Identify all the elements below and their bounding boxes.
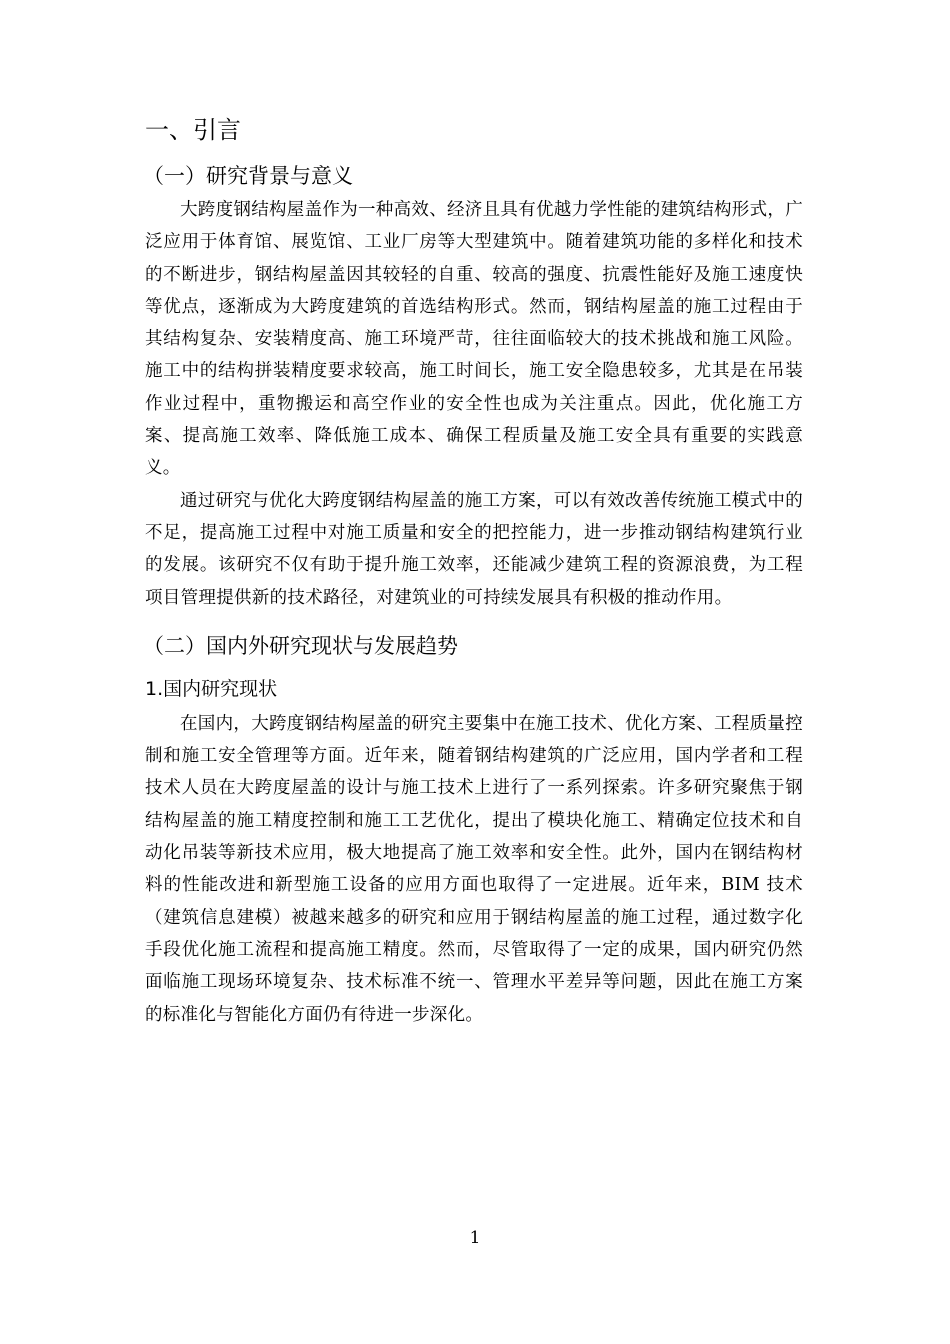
subsection-heading-domestic: 1.国内研究现状 xyxy=(145,677,278,700)
page-number: 1 xyxy=(469,1228,481,1248)
chapter-heading: 一、引言 xyxy=(145,116,241,144)
paragraph-background-1: 大跨度钢结构屋盖作为一种高效、经济且具有优越力学性能的建筑结构形式，广泛应用于体育馆、展览馆、工业厂房等大型建筑中。随着建筑功能的多样化和技术的不断进步，钢结构屋盖因其较轻的自重、较高的强度、抗震性能好及施工速度快等优点，逐渐成为大跨度建筑的首选结构形式。然而，钢结构屋盖的施工过程由于其结构复杂、安装精度高、施工环境严苛，往往面临较大的技术挑战和施工风险。施工中的结构拼装精度要求较高，施工时间长，施工安全隐患较多，尤其是在吊装作业过程中，重物搬运和高空作业的安全性也成为关注重点。因此，优化施工方案、提高施工效率、降低施工成本、确保工程质量及施工安全具有重要的实践意义。 xyxy=(145,200,803,479)
paragraph-domestic-1: 在国内，大跨度钢结构屋盖的研究主要集中在施工技术、优化方案、工程质量控制和施工安全管理等方面。近年来，随着钢结构建筑的广泛应用，国内学者和工程技术人员在大跨度屋盖的设计与施工技术上进行了一系列探索。许多研究聚焦于钢结构屋盖的施工精度控制和施工工艺优化，提出了模块化施工、精确定位技术和自动化吊装等新技术应用，极大地提高了施工效率和安全性。此外，国内在钢结构材料的性能改进和新型施工设备的应用方面也取得了一定进展。近年来，BIM 技术（建筑信息建模）被越来越多的研究和应用于钢结构屋盖的施工过程，通过数字化手段优化施工流程和提高施工精度。然而，尽管取得了一定的成果，国内研究仍然面临施工现场环境复杂、技术标准不统一、管理水平差异等问题，因此在施工方案的标准化与智能化方面仍有待进一步深化。 xyxy=(145,713,803,1025)
section-heading-research-status: （二）国内外研究现状与发展趋势 xyxy=(143,633,458,658)
page-content xyxy=(145,112,803,1031)
paragraph-background-2: 通过研究与优化大跨度钢结构屋盖的施工方案，可以有效改善传统施工模式中的不足，提高施工过程中对施工质量和安全的把控能力，进一步推动钢结构建筑行业的发展。该研究不仅有助于提升施工效率，还能减少建筑工程的资源浪费，为工程项目管理提供新的技术路径，对建筑业的可持续发展具有积极的推动作用。 xyxy=(145,490,803,608)
section-heading-background: （一）研究背景与意义 xyxy=(143,164,353,188)
